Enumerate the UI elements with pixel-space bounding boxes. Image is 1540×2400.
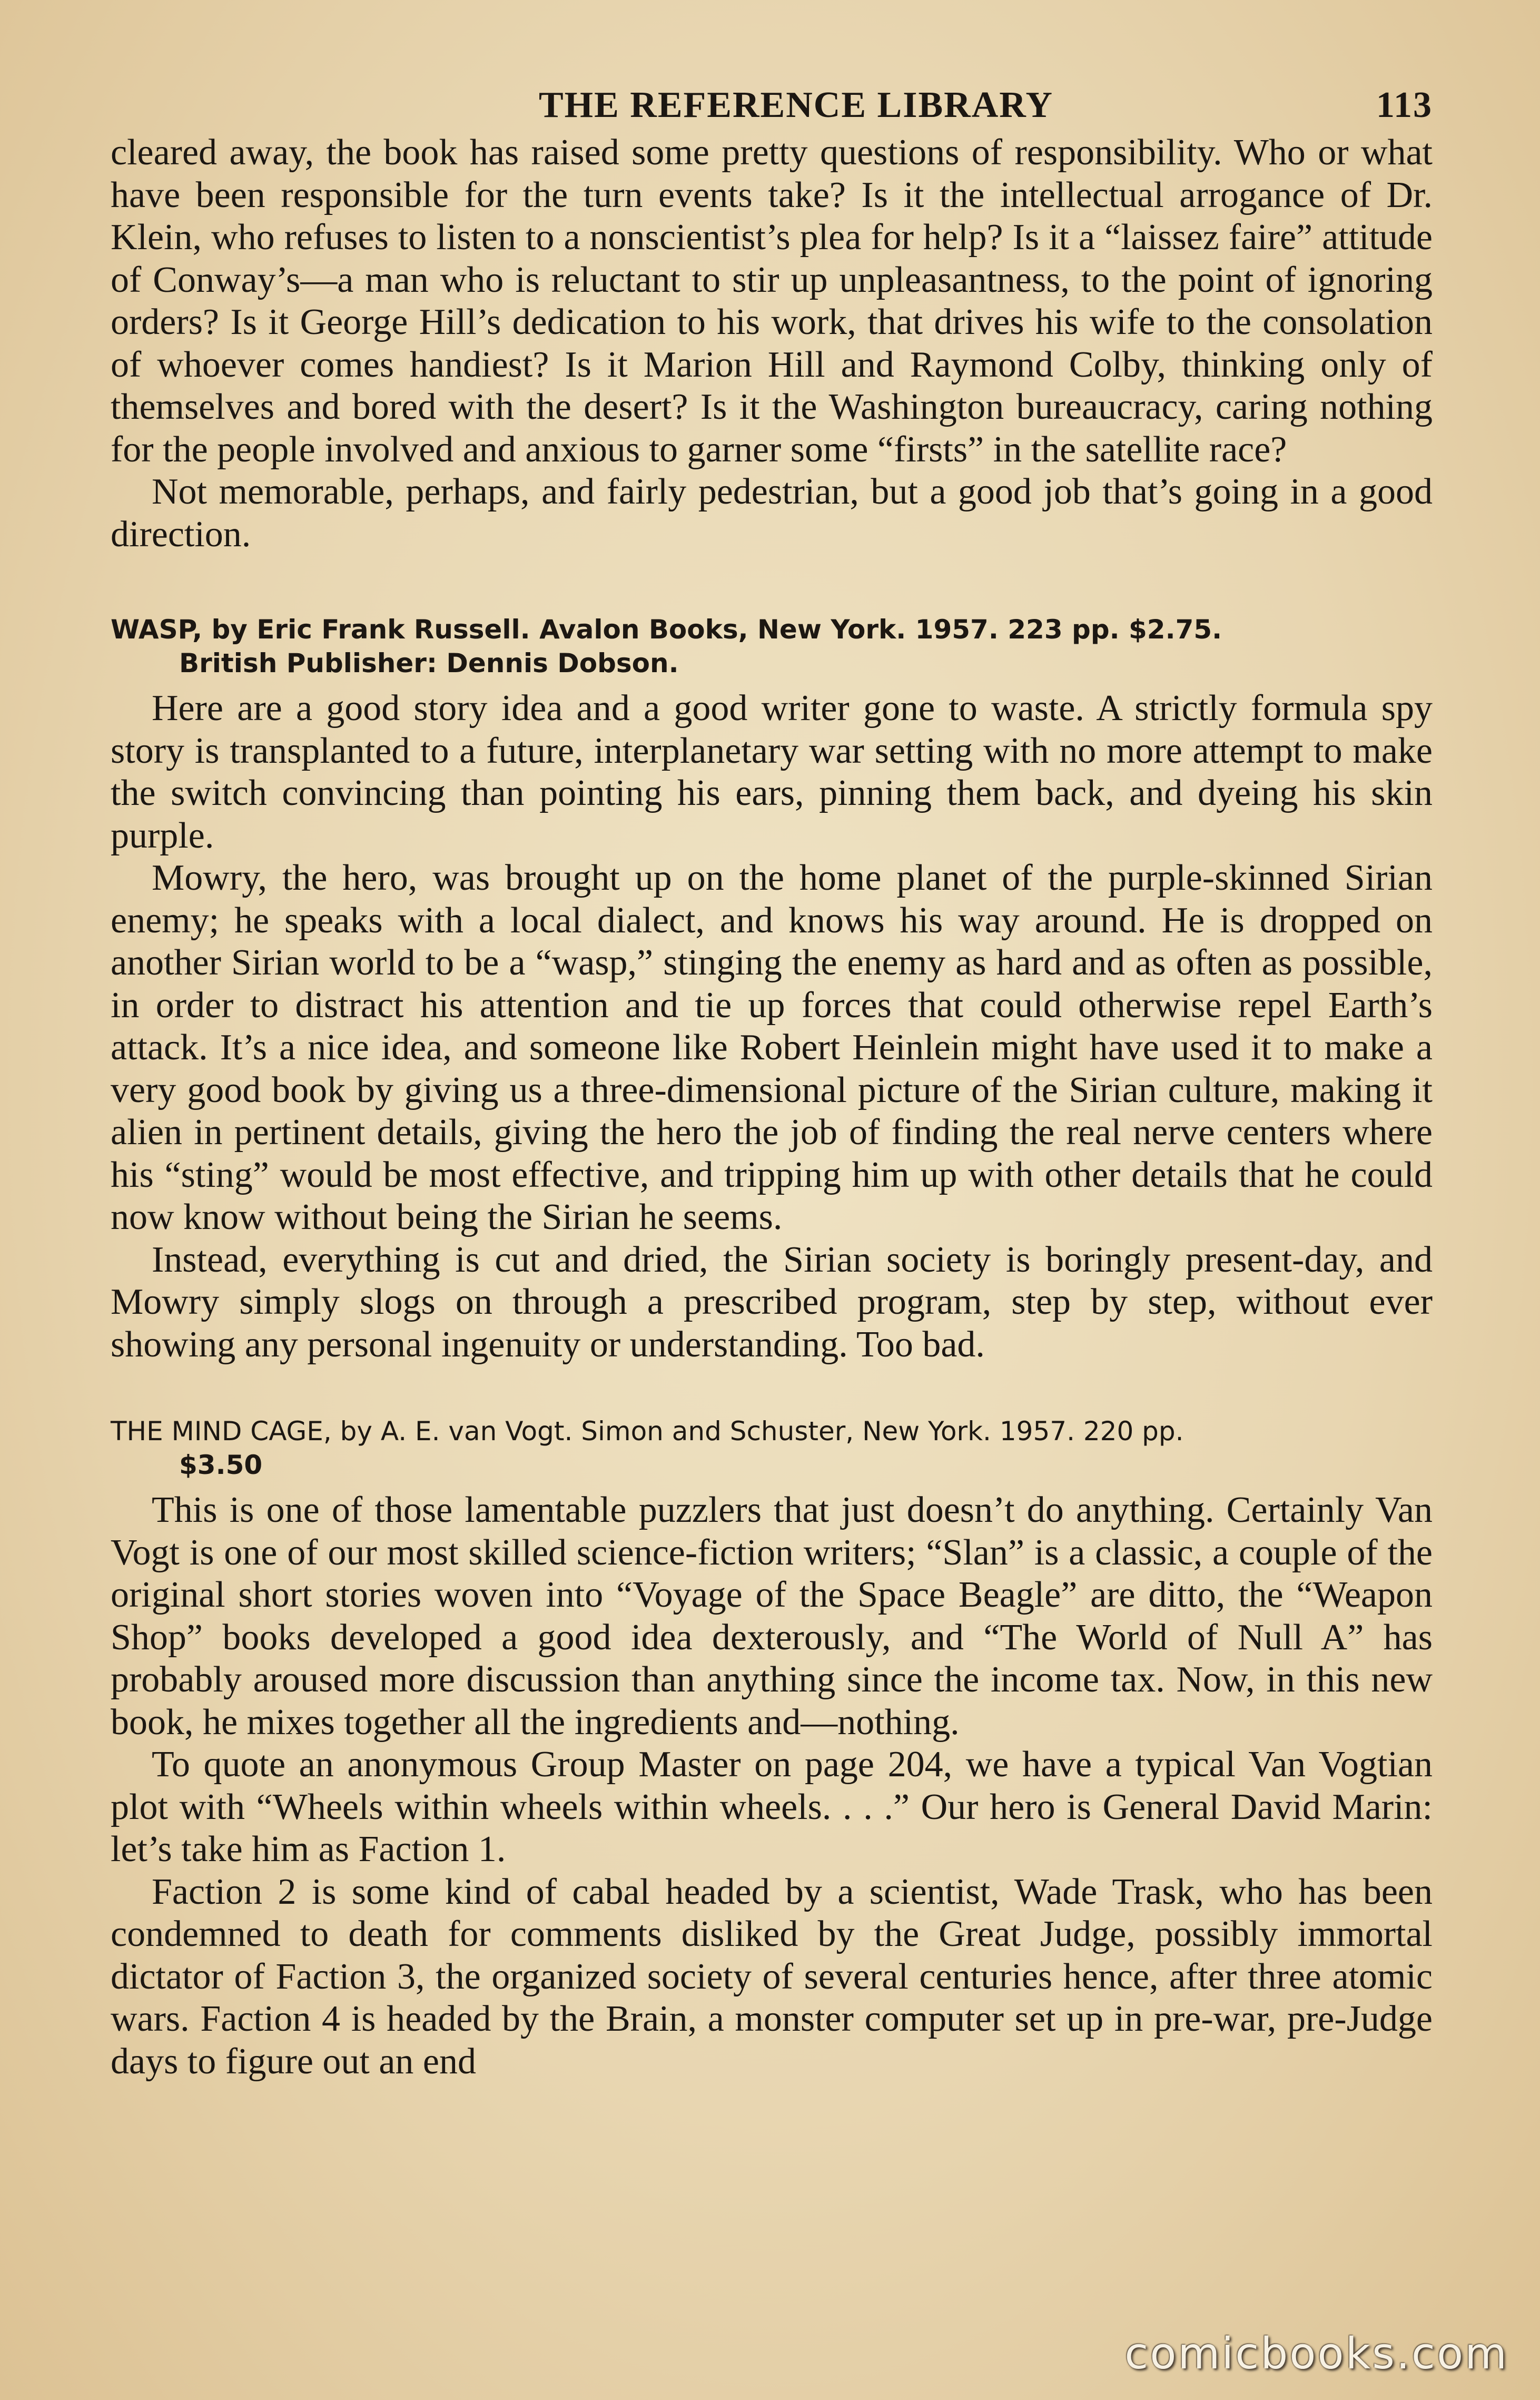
review-paragraph: To quote an anonymous Group Master on page 204, we have a typical Van Vogtian plot with “Wheels within wheels within wheels. . . .” Our hero is General David Marin: let’s take him as Faction 1.: [111, 1744, 1433, 1870]
book-page: [111, 84, 1433, 2083]
review-heading-price: $3.50: [179, 1450, 263, 1480]
review-heading-line: THE MIND CAGE, by A. E. van Vogt. Simon and Schuster, New York. 1957. 220 pp.: [111, 1416, 1184, 1447]
review-wasp: [111, 613, 1433, 1366]
review-heading: [111, 1414, 1433, 1482]
review-heading: [111, 613, 1433, 680]
intro-paragraph: cleared away, the book has raised some pretty questions of responsibility. Who or what have been responsible for the turn events take? Is it the intellectual arrogance of Dr. Klein, who refuses to listen to a nonscientist’s plea for help? Is it a “laissez faire” attitude of Conway’s—a man who is reluctant to stir up unpleasantness, to the point of ignoring orders? Is it George Hill’s dedication to his work, that drives his wife to the consolation of whoever comes handiest? Is it Marion Hill and Raymond Colby, thinking only of themselves and bored with the desert? Is it the Washington bureaucracy, caring nothing for the people involved and anxious to garner some “firsts” in the satellite race?: [111, 132, 1433, 470]
running-head-title: THE REFERENCE LIBRARY: [538, 85, 1053, 125]
review-paragraph: Mowry, the hero, was brought up on the home planet of the purple-skinned Sirian enemy; he speaks with a local dialect, and knows his way around. He is dropped on another Sirian world to be a “wasp,” stinging the enemy as hard and as often as possible, in order to distract his attention and tie up forces that could otherwise repel Earth’s attack. It’s a nice idea, and someone like Robert Heinlein might have used it to make a very good book by giving us a three-dimensional picture of the Sirian culture, making it alien in pertinent details, giving the hero the job of finding the real nerve centers where his “sting” would be most effective, and tripping him up with other details that he could now know without being the Sirian he seems.: [111, 858, 1433, 1237]
review-mind-cage: [111, 1414, 1433, 2083]
running-head: [111, 84, 1433, 132]
review-paragraph: This is one of those lamentable puzzlers that just doesn’t do anything. Certainly Van Vogt is one of our most skilled science-fiction writers; “Slan” is a classic, a couple of the original short stories woven into “Voyage of the Space Beagle” are ditto, the “Weapon Shop” books developed a good idea dexterously, and “The World of Null A” has probably aroused more discussion than anything since the income tax. Now, in this new book, he mixes together all the ingredients and—nothing.: [111, 1490, 1433, 1743]
review-paragraph: Faction 2 is some kind of cabal headed by a scientist, Wade Trask, who has been condemned to death for comments disliked by the Great Judge, possibly immortal dictator of Faction 3, the organized society of several centuries hence, after three atomic wars. Faction 4 is headed by the Brain, a monster computer set up in pre-war, pre-Judge days to figure out an end: [111, 1871, 1433, 2082]
watermark-logo: comicbooks.com: [1124, 2329, 1508, 2379]
review-heading-line: WASP, by Eric Frank Russell. Avalon Books, New York. 1957. 223 pp. $2.75.: [111, 614, 1222, 645]
review-paragraph: Instead, everything is cut and dried, the Sirian society is boringly present-day, and Mowry simply slogs on through a prescribed program, step by step, without ever showing any personal ingenuity or understanding. Too bad.: [111, 1239, 1433, 1365]
review-subheading: British Publisher: Dennis Dobson.: [179, 648, 679, 678]
page-number: 113: [1376, 85, 1433, 125]
review-paragraph: Here are a good story idea and a good writer gone to waste. A strictly formula spy story is transplanted to a future, interplanetary war setting with no more attempt to make the switch convincing than pointing his ears, pinning them back, and dyeing his skin purple.: [111, 688, 1433, 856]
intro-paragraph: Not memorable, perhaps, and fairly pedestrian, but a good job that’s going in a good direction.: [111, 471, 1433, 555]
